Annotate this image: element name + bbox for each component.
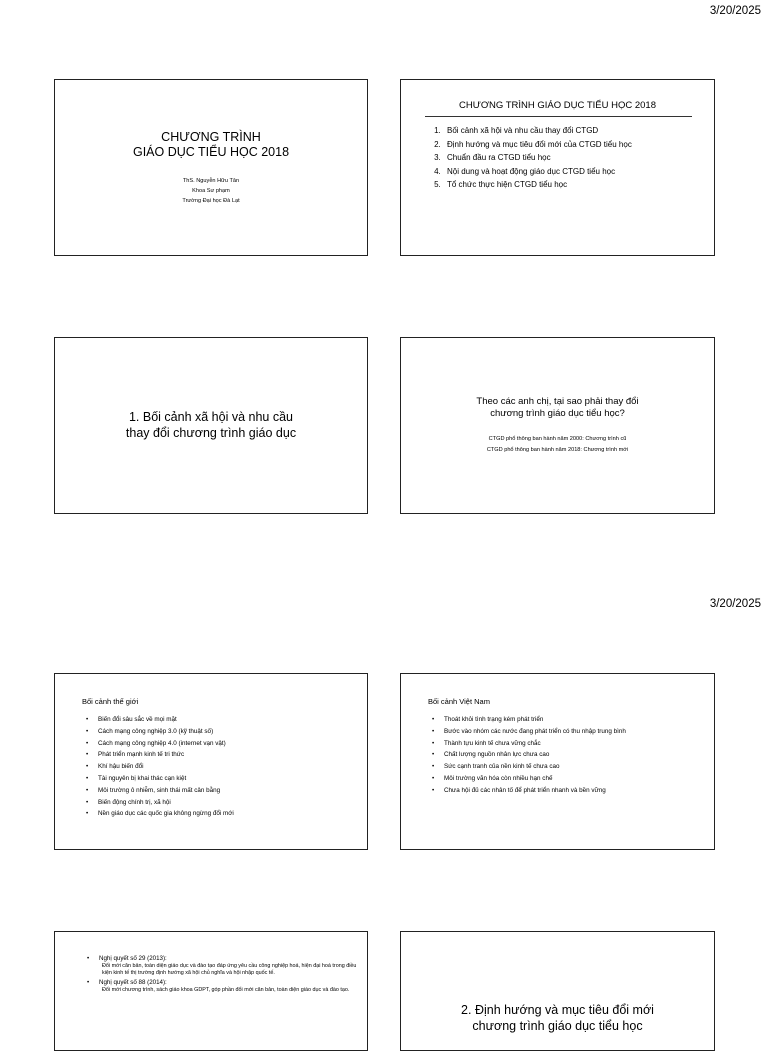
outline-item: 2. Định hướng và mục tiêu đổi mới của CTGD tiểu học [443,138,714,152]
outline-item: 5. Tổ chức thực hiện CTGD tiểu học [443,178,714,192]
list-item: • Cách mạng công nghiệp 4.0 (internet vạn vật) [86,738,367,750]
slide-section-2 [400,931,715,1051]
resolution-88-desc: Đổi mới chương trình, sách giáo khoa GDPT, góp phần đổi mới căn bản, toàn diện giáo dục và đào tạo. [102,987,350,994]
list-item: • Biến đổi sâu sắc về mọi mặt [86,714,367,726]
note-old-curriculum: CTGD phổ thông ban hành năm 2000: Chương trình cũ [488,435,627,442]
world-context-list [55,714,367,820]
list-item: • Bước vào nhóm các nước đang phát triển có thu nhập trung bình [432,726,714,738]
author-name: ThS. Nguyễn Hữu Tân [182,177,240,184]
list-item: • Khí hậu biến đổi [86,761,367,773]
list-item: • Thành tựu kinh tế chưa vững chắc [432,738,714,750]
outline-item: 1. Bối cảnh xã hội và nhu cầu thay đổi CTGD [443,124,714,138]
list-item: • Phát triển mạnh kinh tế tri thức [86,749,367,761]
question-line1: Theo các anh chị, tại sao phải thay đổi [476,395,639,407]
world-context-heading: Bối cảnh thế giới [82,697,139,706]
outline-item: 3. Chuẩn đầu ra CTGD tiểu học [443,151,714,165]
resolution-29-title: • Nghị quyết số 29 (2013): [87,954,357,963]
section-title-line1: 1. Bối cảnh xã hội và nhu cầu [128,410,293,424]
outline-list [401,124,714,192]
university-name: Trường Đại học Đà Lạt [182,197,240,204]
section-title-line2: chương trình giáo dục tiểu học [472,1018,643,1033]
slide-resolutions [54,931,368,1051]
slide-world-context [54,673,368,850]
outline-divider [425,116,692,117]
slide-title-line1: CHƯƠNG TRÌNH [161,129,261,144]
note-new-curriculum: CTGD phổ thông ban hành năm 2018: Chương trình mới [486,446,629,453]
list-item: • Môi trường văn hóa còn nhiều hạn chế [432,773,714,785]
resolution-29-desc: Đổi mới căn bản, toàn diện giáo dục và đào tạo đáp ứng yêu cầu công nghiệp hoá, hiện đại hoá trong điều kiện kinh tế thị trường định hướng xã hội chủ nghĩa và hội nhập quốc tế. [102,963,357,976]
list-item: • Biến động chính trị, xã hội [86,797,367,809]
faculty-name: Khoa Sư phạm [192,187,230,194]
slide-title-line2: GIÁO DỤC TIỂU HỌC 2018 [132,144,290,159]
slide-vietnam-context [400,673,715,850]
page-date: 3/20/2025 [709,598,761,610]
list-item: • Sức cạnh tranh của nền kinh tế chưa cao [432,761,714,773]
slide-question [400,337,715,514]
slide-section-1 [54,337,368,514]
section-title-line1: 2. Định hướng và mục tiêu đổi mới [461,1003,654,1017]
resolution-88-title: • Nghị quyết số 88 (2014): [87,978,357,987]
list-item: • Nền giáo dục các quốc gia không ngừng đổi mới [86,808,367,820]
vietnam-context-list [401,714,714,797]
section-title-line2: thay đổi chương trình giáo dục [125,425,297,440]
list-item: • Chất lượng nguồn nhân lực chưa cao [432,749,714,761]
question-line2: chương trình giáo dục tiểu học? [490,407,625,419]
slide-outline [400,79,715,256]
list-item: • Thoát khỏi tình trạng kém phát triển [432,714,714,726]
list-item: • Môi trường ô nhiễm, sinh thái mất cân bằng [86,785,367,797]
list-item: • Cách mạng công nghiệp 3.0 (kỹ thuật số) [86,726,367,738]
slide-title [54,79,368,256]
outline-title: CHƯƠNG TRÌNH GIÁO DỤC TIỂU HỌC 2018 [459,100,656,111]
outline-item: 4. Nội dung và hoạt động giáo dục CTGD tiểu học [443,165,714,179]
list-item: • Chưa hội đủ các nhân tố để phát triển nhanh và bền vững [432,785,714,797]
vietnam-context-heading: Bối cảnh Việt Nam [428,697,490,706]
list-item: • Tài nguyên bị khai thác cạn kiệt [86,773,367,785]
page-date: 3/20/2025 [709,5,761,17]
